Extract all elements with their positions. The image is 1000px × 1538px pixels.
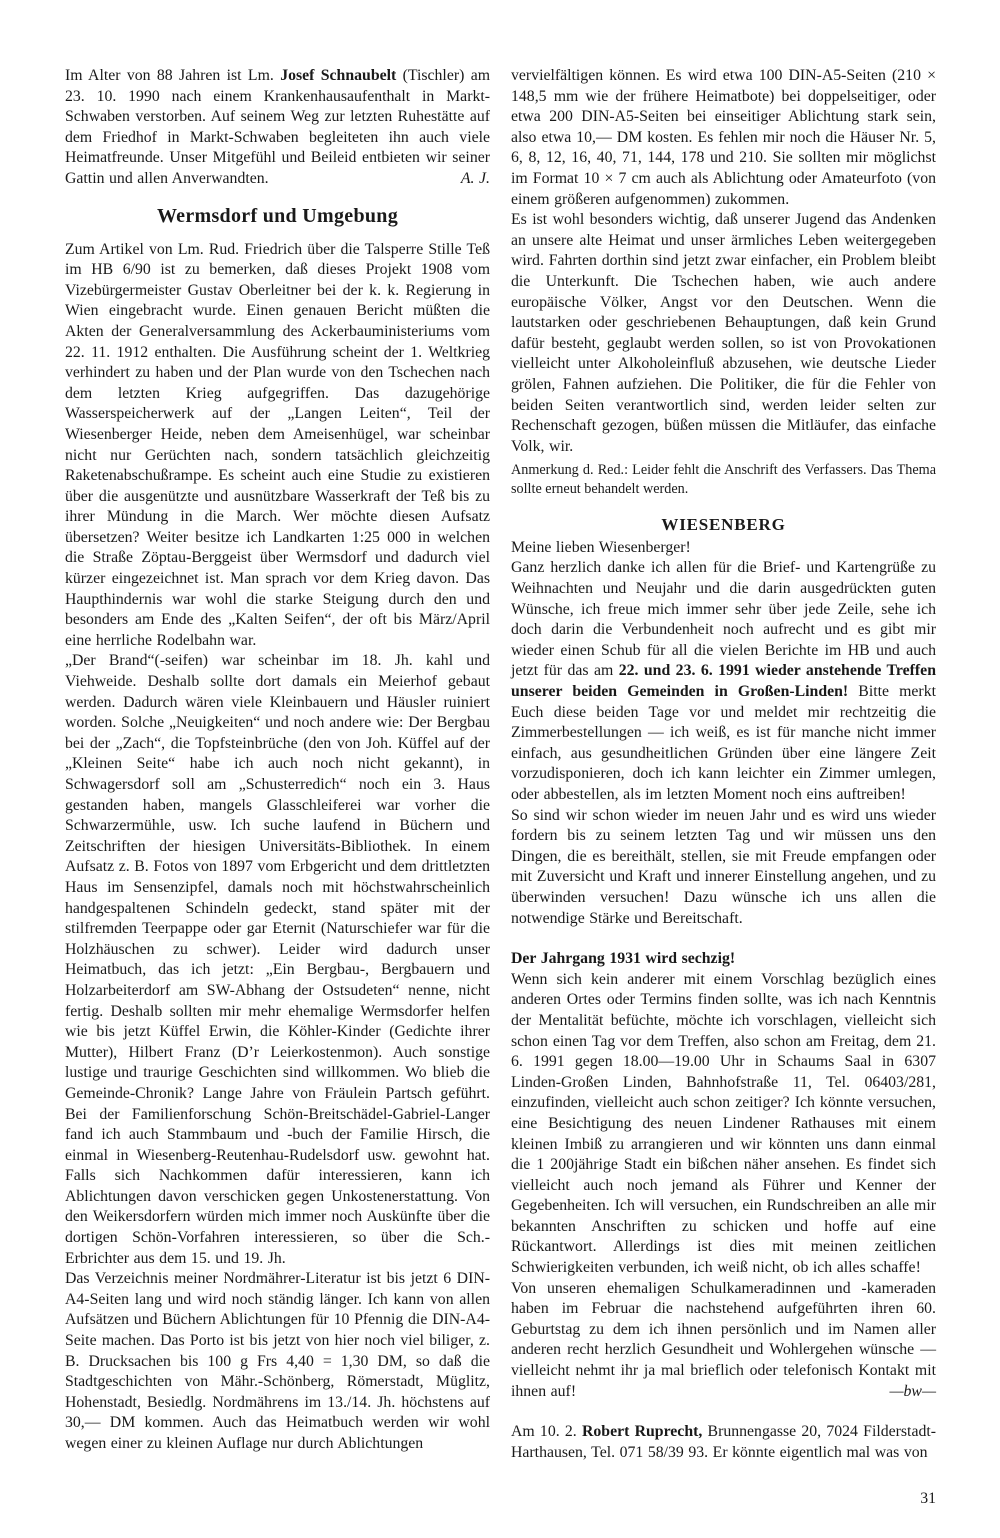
treffen-date-bold: 22. und 23. 6. 1991 wieder anstehende Treffen unserer beiden Gemeinden in Großen-Linden! (511, 662, 936, 701)
new-year-paragraph: So sind wir schon wieder im neuen Jahr und es wird uns wieder fordern bis zu seinem letzten Tag und wir müssen uns den Dingen, die es bereithält, stellen, sie mit Freude empfangen oder mit Zuversicht und Kraft und innerer Einstellung angehen, und zu überwinden versuchen! Dazu wünsche ich uns allen die notwendige Stärke und Bereitschaft. (511, 806, 936, 927)
left-column (65, 66, 490, 1508)
right-column (511, 66, 936, 1508)
ruprecht-text-lead: Am 10. 2. (511, 1423, 582, 1441)
jahrgang-paragraph: Wenn sich kein anderer mit einem Vorschlag bezüglich eines anderen Ortes oder Termins finden sollte, was ich nach Kenntnis der Mentalität befüchte, möchte ich vorschlagen, vielleicht sich schon einen Tag vor dem Treffen, also schon am Freitag, dem 21. 6. 1991 gegen 18.00—19.00 Uhr in Schaums Saal in 6307 Linden-Großen Linden, Bahnhofstraße 11, Tel. 06403/281, einzufinden, vielleicht auch schon zeitiger? Ich könnte versuchen, eine Besichtigung des neuen Lindener Rathauses mit einem kleinen Imbiß zu arrangieren und wir könnten uns dann einmal die 1 200jährige Stadt ein bißchen näher ansehen. Es findet sich vielleicht auch noch jemand als Führer und Kenner der Gegebenheiten. Ich will versuchen, ein Rundschreiben an alle mir bekannten Anschriften zu schicken und hoffe auf eine Rückantwort. Allerdings ist dies mit meinen zeitlichen Schwierigkeiten verbunden, ich weiß nicht, ob ich alles schaffe! (511, 970, 936, 1277)
thanks-text-lead: Ganz herzlich danke ich allen für die Brief- und Kartengrüße zu Weihnachten und Neujahr und die darin ausgedrückten guten Wünsche, ich freue mich immer sehr über jede Zeile, sehe ich doch darin die Verbundenheit noch aufrecht und es gibt mir wieder einen Schub für all die vielen Berichte im HB und auch jetzt für das am (511, 559, 936, 680)
der-brand-paragraph: „Der Brand“(-seifen) war scheinbar im 18. Jh. kahl und Viehweide. Deshalb sollte dort damals ein Meierhof gebaut werden. Dadurch wären viele Kleinbauern und Häusler ruiniert worden. Solche „Neuigkeiten“ und noch andere wie: Der Bergbau bei der „Zach“, die Topfsteinbrüche (den von Joh. Küffel auf der „Kleinen Seite“ habe ich auch noch nicht gekannt), in Schwagersdorf soll am „Schusterredich“ noch ein 3. Haus gestanden haben, mangels Glasschleiferei war vorher die Schwarzermühle, usw. Ich suche laufend in Büchern und Zeitschriften der hiesigen Universitäts-Bibliothek. In einem Aufsatz z. B. Fotos von 1897 vom Erbgericht und dem drittletzten Haus im Sensenzipfel, damals noch mit höchstwahrscheinlich handgespaltenen Schindeln gedeckt, stand später mit der stilfremden Teerpappe oder gar Eternit (Naturschiefer war für die Holzhäuschen zu schwer). Leider wird dadurch unser Heimatbuch, das ich jetzt: „Ein Bergbau-, Bergbauern und Holzarbeiterdorf am SW-Abhang der Ostsudeten“ nenne, nicht fertig. Deshalb sollten mir mehr ehemalige Wermsdorfer helfen wie bis jetzt Küffel Erwin, die Köhler-Kinder (Gedichte ihrer Mutter), Hilbert Franz (D’r Leierkostenmon). Auch sonstige lustige und traurige Geschichten sind willkommen. Wo blieb die Gemeinde-Chronik? Lange Jahre von Fräulein Partsch geführt. Bei der Familienforschung Schön-Breitschädel-Gabriel-Langer fand ich auch Stammbaum und -buch der Familie Hirsch, die einmal in Wiesenberg-Reutenhau-Rudelsdorf usw. gewohnt hat. Falls sich Nachkommen dafür interessieren, kann ich Ablichtungen davon verschicken gegen Unkostenerstattung. Von den Weikersdorfern würden mich immer noch Auskünfte über die dortigen Schön-Vorfahren interessieren, so über die Sch.-Erbrichter aus dem 15. und 19. Jh. (65, 652, 490, 1267)
page-number: 31 (920, 1490, 936, 1508)
obituary-paragraph (65, 66, 490, 190)
two-column-layout (65, 66, 936, 1508)
talsperre-paragraph: Zum Artikel von Lm. Rud. Friedrich über die Talsperre Stille Teß im HB 6/90 ist zu bemerken, daß dieses Projekt 1908 vom Vizebürgermeister Gustav Oberleitner bei der k. k. Regierung in Wien eingebracht wurde. Einen genauen Bericht müßten die Akten der Generalversammlung des Ackerbauministeriums vom 22. 11. 1912 enthalten. Die Ausführung scheint der 1. Weltkrieg verhindert zu haben und der Plan wurde von den Tschechen nach dem letzten Krieg aufgegriffen. Das dazugehörige Wasserspeicherwerk auf der „Langen Leiten“, Teil der Wiesenberger Heide, neben dem Ameisenhügel, war scheinbar nicht nur Gerüchten nach, sondern tatsächlich gleichzeitig Raketenabschußrampe. Es scheint auch eine Studie zu existieren über die ausgenützte und ausnützbare Wasserkraft der Teß bis zu ihrer Mündung in die March. Wer möchte diesen Aufsatz übersetzen? Weiter besitze ich Landkarten 1:25 000 in welchen die Straße Zöptau-Berggeist über Wermsdorf und dadurch viel kürzer eingezeichnet ist. Man sprach vor dem Krieg davon. Das Haupthindernis war wohl die starke Steigung durch den und besonders am Ende des „Kalten Seifen“, der oft bis März/April eine herrliche Rodelbahn war. (65, 240, 490, 649)
editor-note: Anmerkung d. Red.: Leider fehlt die Anschrift des Verfassers. Das Thema sollte erneut behandelt werden. (511, 462, 936, 498)
obituary-text-lead: Im Alter von 88 Jahren ist Lm. (65, 67, 281, 84)
obituary-text-rest: (Tischler) am 23. 10. 1990 nach einem Krankenhausaufenthalt in Markt-Schwaben verstorben. Auf seinem Weg zur letzten Ruhestätte auf dem Friedhof in Markt-Schwaben begleiteten ihn auch viele Heimatfreunde. Unser Mitgefühl und Beileid entbieten wir seiner Gattin und allen Anverwandten. (65, 67, 491, 187)
obituary-name-bold: Josef Schnaubelt (280, 67, 397, 84)
section-heading-wermsdorf: Wermsdorf und Umgebung (156, 204, 399, 227)
continuation-paragraph: vervielfältigen können. Es wird etwa 100 DIN-A5-Seiten (210 × 148,5 mm wie der frühere Heimatbote) bei doppelseitiger, oder etwa 200 DIN-A5-Seiten bei einseitiger Ablichtung stark sein, also etwa 10,— DM kosten. Es fehlen mir noch die Häuser Nr. 5, 6, 8, 12, 16, 40, 71, 144, 178 und 210. Sie sollten mir möglichst im Format 10 × 7 cm auch als Ablichtung oder Amateurfoto (von einem größeren aufgenommen) zukommen. (511, 67, 936, 208)
obituary-signature: A. J. (460, 169, 490, 187)
salutation-line: Meine lieben Wiesenberger! (511, 538, 691, 556)
section-heading-wiesenberg: WIESENBERG (661, 514, 786, 534)
birthday-signature: —bw— (889, 1382, 936, 1400)
birthday-text: Von unseren ehemaligen Schulkameradinnen und -kameraden haben im Februar die nachstehend aufgeführten ihren 60. Geburtstag zu dem ich ihnen persönlich und im Namen aller anderen recht herzlich Gesundheit und Wohlergehen wünsche — vielleicht nehmt ihr ja mal brieflich oder telefonisch Kontakt mit ihnen auf! (511, 1279, 936, 1400)
ruprecht-text-rest: Brunnengasse 20, 7024 Filderstadt-Harthausen, Tel. 071 58/39 93. Er könnte eigentlich mal was von (511, 1423, 937, 1461)
thanks-text-rest: Bitte merkt Euch diese beiden Tage vor und meldet mir rechtzeitig die Zimmerbestellungen — ich weiß, es ist für manche nicht immer einfach, aus gesundheitlichen Gründen über eine längere Zeit vorzudisponieren, doch ich kann leichter ein Zimmer umlegen, oder abbestellen, als im letzten Moment noch eins auftreiben! (511, 683, 936, 803)
heimat-paragraph: Es ist wohl besonders wichtig, daß unserer Jugend das Andenken an unsere alte Heimat und unser ärmliches Leben weitergegeben wird. Fahrten dorthin sind jetzt zwar einfacher, ein Problem bleibt die Unterkunft. Die Tschechen haben, wie auch andere europäische Völker, Angst vor den Deutschen. Wenn die lautstarken oder geschriebenen Behauptungen, daß kein Grund dafür besteht, geglaubt werden sollen, so ist von Provokationen vielleicht unter Alkoholeinfluß abzusehen, wie deutsche Lieder grölen, Fahnen aufziehen. Die Politiker, die für die Fehler von beiden Seiten verantwortlich sind, werden leider selten zur Rechenschaft gezogen, büßen müssen die Mitläufer, das einfache Volk, wir. (511, 211, 936, 455)
thanks-paragraph (511, 558, 936, 805)
birthday-paragraph (511, 1279, 936, 1403)
jahrgang-heading: Der Jahrgang 1931 wird sechzig! (511, 950, 736, 968)
ruprecht-name-bold: Robert Ruprecht, (581, 1423, 703, 1441)
verzeichnis-paragraph: Das Verzeichnis meiner Nordmährer-Literatur ist bis jetzt 6 DIN-A4-Seiten lang und wird noch ständig länger. Ich kann von allen Aufsätzen und Büchern Ablichtungen für 10 Pfennig die DIN-A4-Seite machen. Das Porto ist bis jetzt von hier noch viel biliger, z. B. Drucksachen bis 100 g Frs 4,40 = 1,30 DM, so daß die Stadtgeschichten von Mähr.-Schönberg, Römerstadt, Müglitz, Hohenstadt, Besiedlg. Nordmährens im 13./14. Jh. höchstens auf 30,— DM kommen. Auch das Heimatbuch werden wir wohl wegen einer zu kleinen Auflage nur durch Ablichtungen (65, 1270, 490, 1452)
ruprecht-paragraph (511, 1422, 936, 1463)
